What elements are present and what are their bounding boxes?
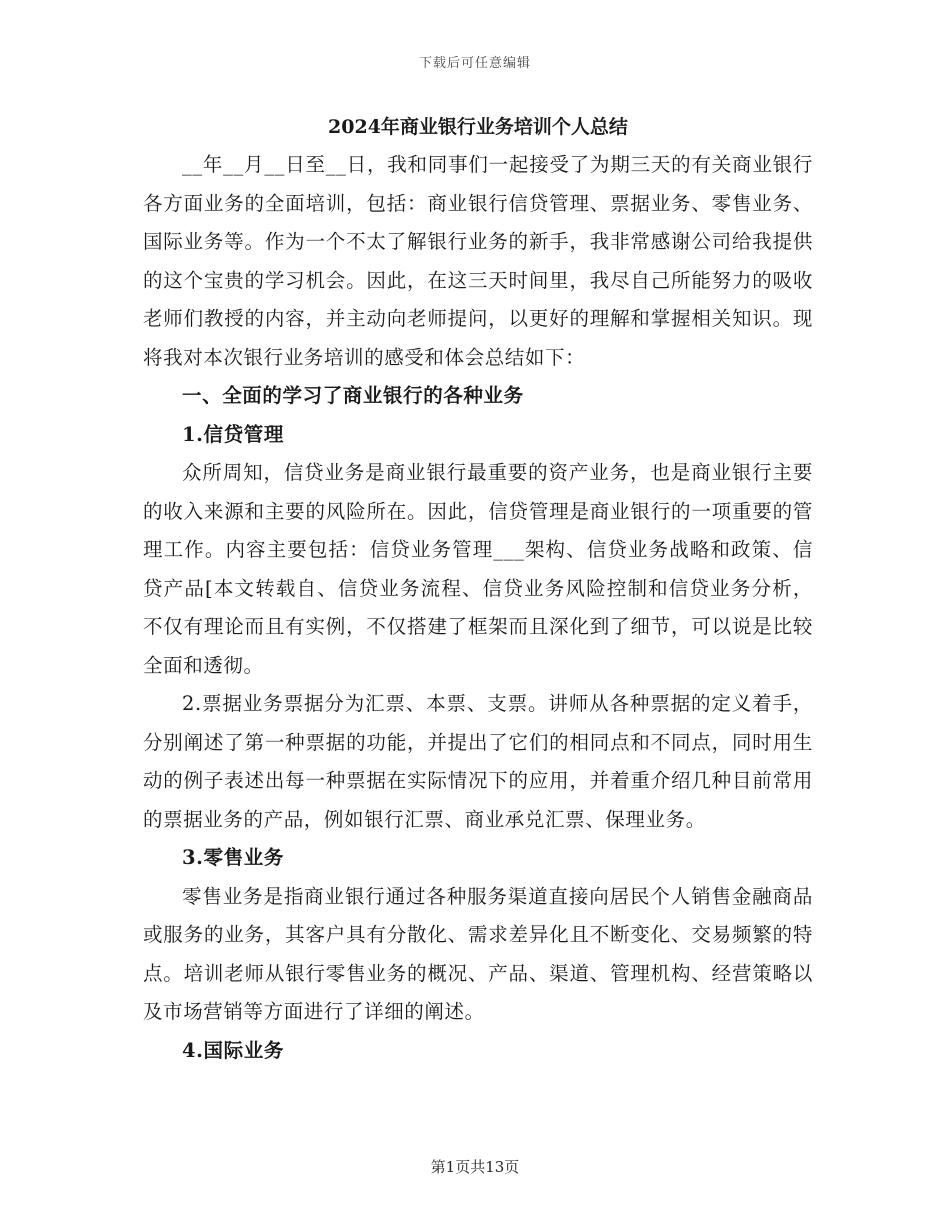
- credit-paragraph: 众所周知，信贷业务是商业银行最重要的资产业务，也是商业银行主要的收入来源和主要的风险所在。因此，信贷管理是商业银行的一项重要的管理工作。内容主要包括：信贷业务管理___架构、信贷业务战略和政策、信贷产品[本文转载自、信贷业务流程、信贷业务风险控制和信贷业务分析，不仅有理论而且有实例，不仅搭建了框架而且深化到了细节，可以说是比较全面和透彻。: [143, 461, 813, 677]
- header-note: 下载后可任意编辑: [418, 56, 531, 71]
- intro-paragraph: __年__月__日至__日，我和同事们一起接受了为期三天的有关商业银行各方面业务的全面培训，包括：商业银行信贷管理、票据业务、零售业务、国际业务等。作为一个不太了解银行业务的新手，我非常感谢公司给我提供的这个宝贵的学习机会。因此，在这三天时间里，我尽自己所能努力的吸收老师们教授的内容，并主动向老师提问，以更好的理解和掌握相关知识。现将我对本次银行业务培训的感受和体会总结如下：: [143, 153, 813, 369]
- page-number: 第1页共13页: [430, 1158, 520, 1176]
- subsection-heading-credit: 1.信贷管理: [182, 422, 284, 446]
- document-body: [143, 108, 813, 1070]
- bill-paragraph: 2.票据业务票据分为汇票、本票、支票。讲师从各种票据的定义着手，分别阐述了第一种票据的功能，并提出了它们的相同点和不同点，同时用生动的例子表述出每一种票据在实际情况下的应用，并着重介绍几种目前常用的票据业务的产品，例如银行汇票、商业承兑汇票、保理业务。: [143, 692, 813, 831]
- subsection-heading-retail: 3.零售业务: [182, 846, 284, 869]
- document-title: 2024年商业银行业务培训个人总结: [328, 116, 628, 138]
- section-heading: 一、全面的学习了商业银行的各种业务: [182, 384, 524, 407]
- subsection-heading-international: 4.国际业务: [182, 1038, 284, 1062]
- retail-paragraph: 零售业务是指商业银行通过各种服务渠道直接向居民个人销售金融商品或服务的业务，其客户具有分散化、需求差异化且不断变化、交易频繁的特点。培训老师从银行零售业务的概况、产品、渠道、管理机构、经营策略以及市场营销等方面进行了详细的阐述。: [143, 884, 813, 1023]
